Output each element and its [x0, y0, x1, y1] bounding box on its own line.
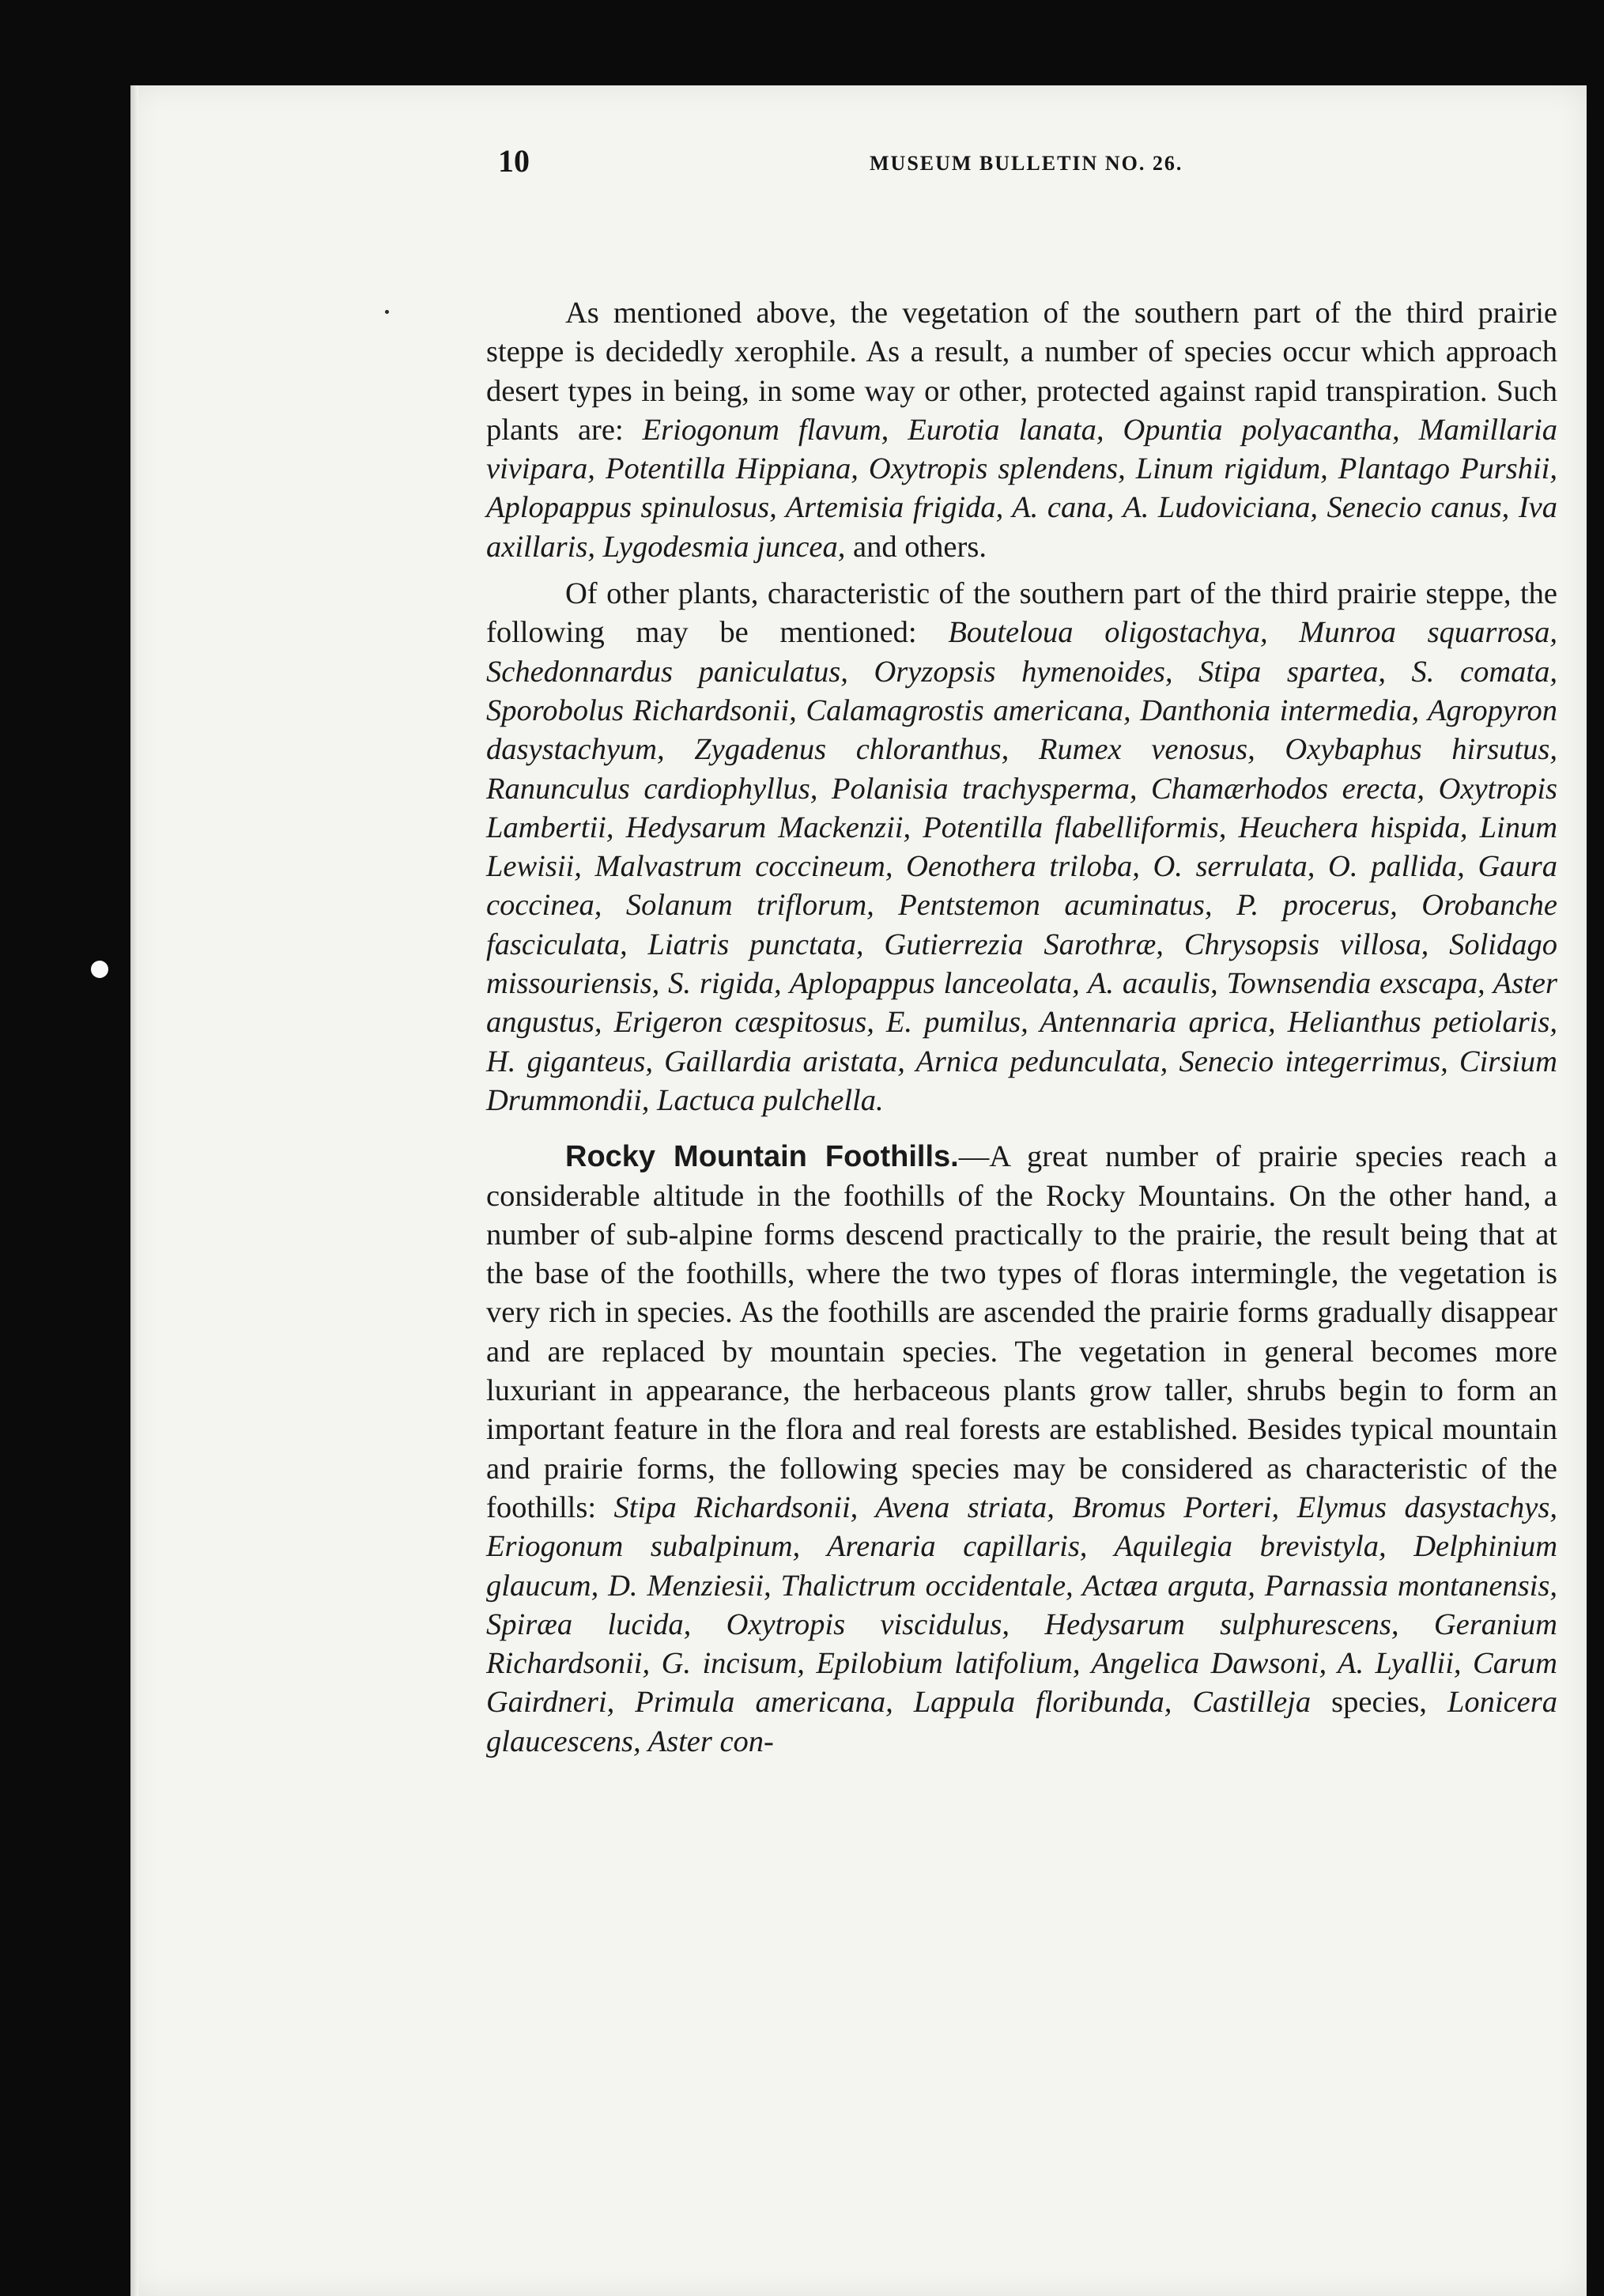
paragraph-text: Of other plants, characteristic of the southern part of the third prairie steppe, the following may be mentioned: — [486, 577, 1557, 650]
species-list: Stipa Richardsonii, Avena striata, Bromus Porteri, Elymus dasystachys, Eriogonum subalpinum, Arenaria capillaris, Aquilegia brevistyla, Delphinium glaucum, D. Menziesii, Thalictrum occidentale, Actæa arguta, Parnassia montanensis, Spiræa lucida, Oxytropis viscidulus, Hedysarum sulphurescens, Geranium Richardsonii, G. incisum, Epilobium latifolium, Angelica Dawsoni, A. Lyallii, Carum Gairdneri, Primula americana, Lappula floribunda, Castilleja — [486, 1490, 1557, 1720]
paragraph-southern-plants — [486, 575, 1557, 1120]
page-edge-shadow — [130, 85, 138, 2296]
scan-artifact-dot — [91, 961, 108, 978]
page-number: 10 — [498, 143, 530, 179]
species-list: Bouteloua oligostachya, Munroa squarrosa, Schedonnardus paniculatus, Oryzopsis hymenoides, Stipa spartea, S. comata, Sporobolus Richardsonii, Calamagrostis americana, Danthonia intermedia, Agropyron dasystachyum, Zygadenus chloranthus, Rumex venosus, Oxybaphus hirsutus, Ranunculus cardiophyllus, Polanisia trachysperma, Chamærhodos erecta, Oxytropis Lambertii, Hedysarum Mackenzii, Potentilla flabelliformis, Heuchera hispida, Linum Lewisii, Malvastrum coccineum, Oenothera triloba, O. serrulata, O. pallida, Gaura coccinea, Solanum triflorum, Pentstemon acuminatus, P. procerus, Orobanche fasciculata, Liatris punctata, Gutierrezia Sarothræ, Chrysopsis villosa, Solidago missouriensis, S. rigida, Aplopappus lanceolata, A. acaulis, Townsendia exscapa, Aster angustus, Erigeron cæspitosus, E. pumilus, Antennaria aprica, Helianthus petiolaris, H. giganteus, Gaillardia aristata, Arnica pedunculata, Senecio integerrimus, Cirsium Drummondii, Lactuca pulchella. — [486, 616, 1557, 1117]
body-text — [486, 294, 1557, 1762]
paragraph-text: —A great number of prairie species reach a considerable altitude in the foothills of the Rocky Mountains. On the other hand, a number of sub-alpine forms descend practically to the prairie, the result being that at the base of the foothills, where the two types of floras intermingle, the vegetation is very rich in species. As the foothills are ascended the prairie forms gradually disappear and are replaced by mountain species. The vegetation in general becomes more luxuriant in appearance, the herbaceous plants grow taller, shrubs begin to form an important feature in the flora and real forests are established. Besides typical mountain and prairie forms, the following species may be considered as characteristic of the foothills: — [486, 1140, 1557, 1524]
paragraph-text: As mentioned above, the vegetation of the southern part of the third prairie steppe is decidedly xerophile. As a result, a number of species occur which approach desert types in being, in some way or other, protected against rapid transpiration. Such plants are: — [486, 296, 1557, 447]
page-header — [498, 142, 1549, 190]
paragraph-text-end: and others. — [845, 530, 987, 564]
running-head: MUSEUM BULLETIN NO. 26. — [870, 152, 1183, 175]
species-list: Eriogonum flavum, Eurotia lanata, Opuntia polyacantha, Mamillaria vivipara, Potentilla Hippiana, Oxytropis splendens, Linum rigidum, Plantago Purshii, Aplopappus spinulosus, Artemisia frigida, A. cana, A. Ludoviciana, Senecio canus, Iva axillaris, Lygodesmia juncea, — [486, 413, 1557, 564]
paragraph-rocky-mountain-foothills — [486, 1138, 1557, 1762]
species-list-end: Lonicera glaucescens, Aster con- — [486, 1686, 1557, 1758]
paragraph-text-mid: species, — [1311, 1686, 1447, 1720]
section-heading: Rocky Mountain Foothills. — [565, 1140, 959, 1174]
paragraph-xerophile — [486, 294, 1557, 567]
scan-speck — [385, 310, 389, 314]
